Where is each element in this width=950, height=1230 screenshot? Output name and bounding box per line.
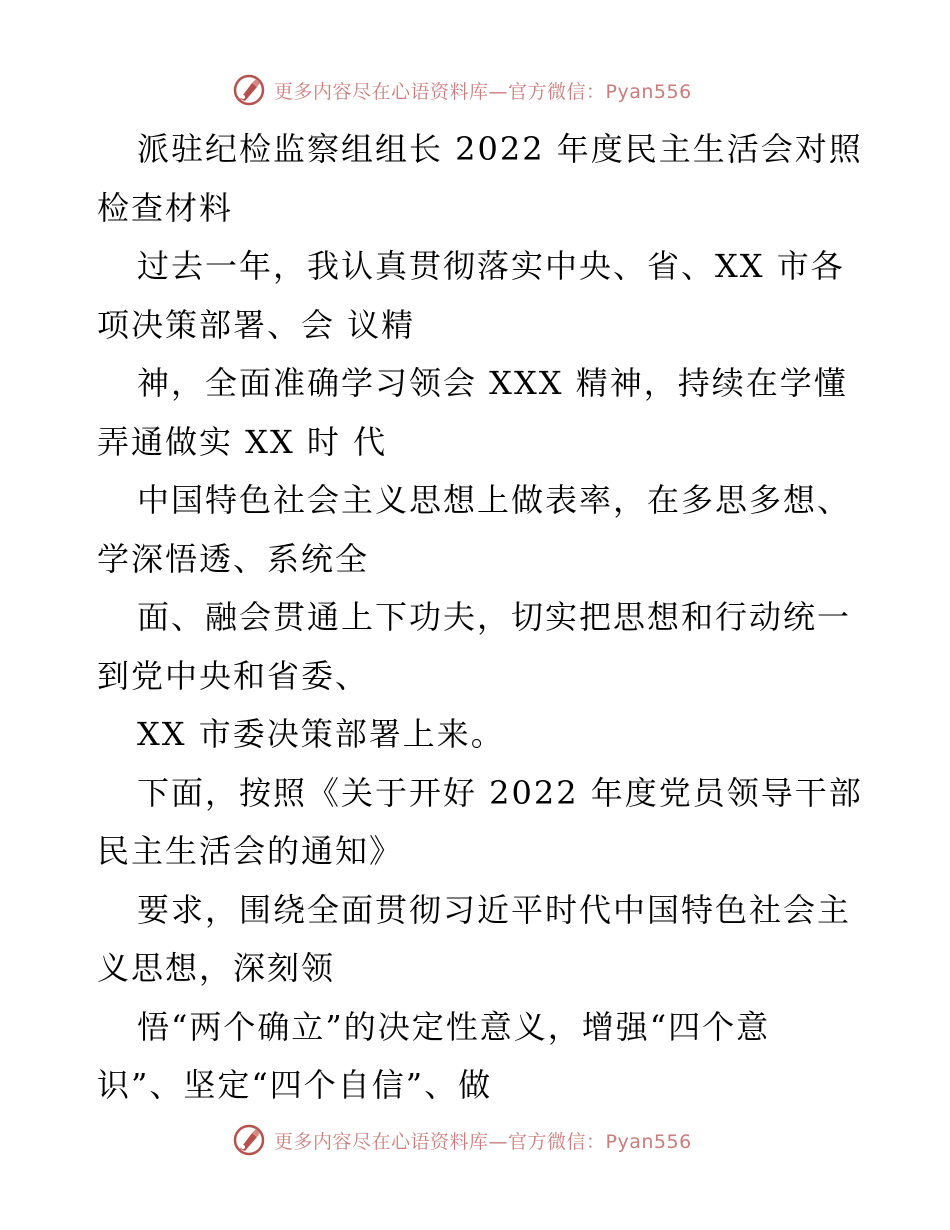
pen-nib-seal-icon [232, 1123, 266, 1157]
text-line: 要求，围绕全面贯彻习近平时代中国特色社会主 [137, 890, 852, 929]
text-line: 悟“两个确立”的决定性意义，增强“四个意 [137, 1007, 771, 1046]
text-line: 到党中央和省委、 [97, 656, 370, 695]
text-line: 义思想，深刻领 [97, 949, 336, 987]
pen-nib-seal-icon [232, 73, 266, 107]
text-line: 中国特色社会主义思想上做表率，在多思多想、 [137, 481, 852, 519]
text-line: XX 市委决策部署上来。 [137, 715, 505, 753]
text-line: 检查材料 [97, 188, 234, 227]
footer-watermark-banner [232, 1120, 692, 1160]
text-line: 弄通做实 XX 时 代 [97, 422, 388, 461]
text-line: 民主生活会的通知》 [97, 832, 404, 870]
header-watermark-text: 更多内容尽在心语资料库—官方微信：Pyan556 [274, 80, 692, 103]
document-body [97, 120, 863, 1115]
text-line: 神，全面准确学习领会 XXX 精神，持续在学懂 [137, 364, 848, 402]
text-line: 下面，按照《关于开好 2022 年度党员领导干部 [137, 773, 863, 812]
footer-watermark-text: 更多内容尽在心语资料库—官方微信：Pyan556 [274, 1130, 692, 1153]
text-line: 派驻纪检监察组组长 2022 年度民主生活会对照 [137, 130, 863, 168]
text-line: 学深悟透、系统全 [97, 539, 370, 578]
text-line: 项决策部署、会 议精 [97, 305, 416, 344]
header-watermark-banner [232, 70, 692, 110]
text-line: 识”、坚定“四个自信”、做 [97, 1066, 493, 1104]
text-line: 面、融会贯通上下功夫，切实把思想和行动统一 [137, 598, 852, 636]
text-line: 过去一年，我认真贯彻落实中央、省、XX 市各 [137, 247, 845, 285]
